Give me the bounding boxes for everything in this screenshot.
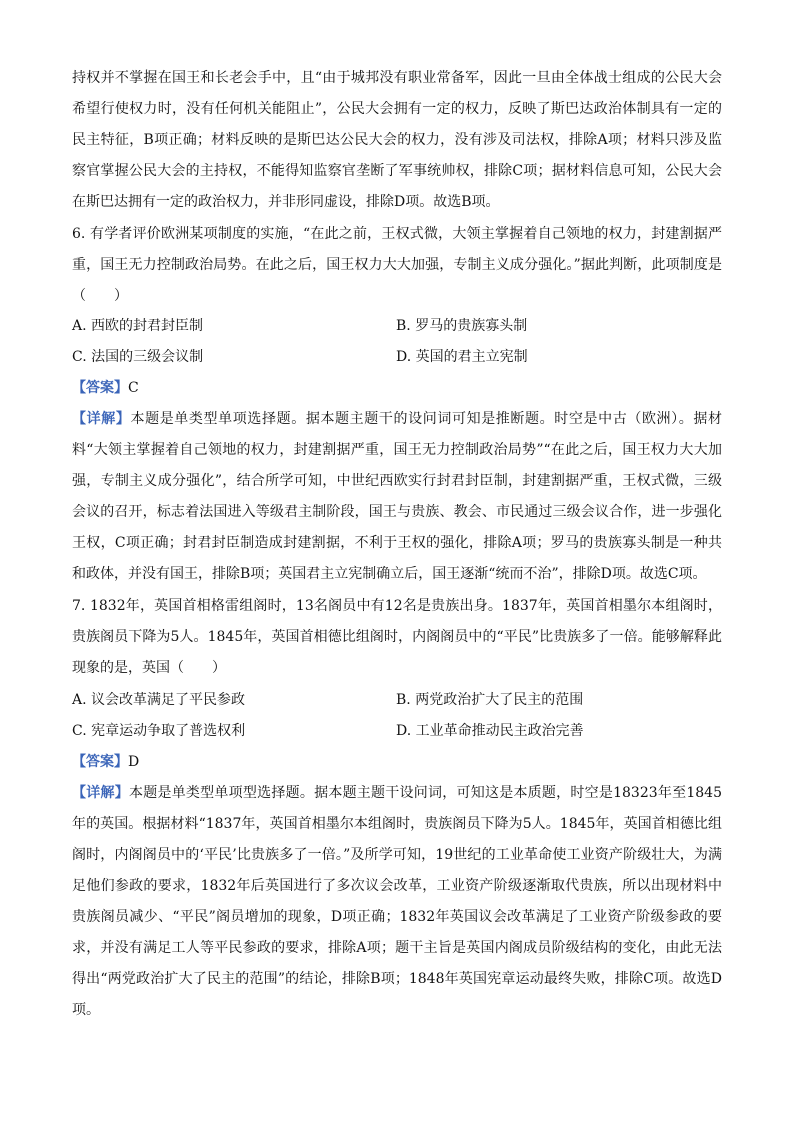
q6-option-b: B. 罗马的贵族寡头制 — [396, 318, 528, 334]
q6-option-d: D. 英国的君主立宪制 — [396, 349, 528, 365]
question-7-stem: 7. 1832年，英国首相格雷组阁时，13名阁员中有12名是贵族出身。1837年，英国首相墨尔本组阁时，贵族阁员下降为5人。1845年，英国首相德比组阁时，内阁阁员中的“平民”比贵族多了一倍。能够解释此现象的是，英国（ ） — [72, 598, 722, 676]
detail-text: 本题是单类型单项型选择题。据本题主题干设问词，可知这是本质题，时空是18323年至1845年的英国。根据材料“1837年，英国首相墨尔本组阁时，贵族阁员下降为5人。1845年，英国首相德比组阁时，内阁阁员中的‘平民’比贵族多了一倍。”及所学可知，19世纪的工业革命使工业资产阶级壮大，为满足他们参政的要求，1832年后英国进行了多次议会改革，工业资产阶级逐渐取代贵族，所以出现材料中贵族阁员减少、“平民”阁员增加的现象，D项正确；1832年英国议会改革满足了工业资产阶级参政的要求，并没有满足工人等平民参政的要求，排除A项；题干主旨是英国内阁成员阶级结构的变化，由此无法得出“两党政治扩大了民主的范围”的结论，排除B项；1848年英国宪章运动最终失败，排除C项。故选D项。 — [72, 785, 723, 1018]
q7-detail — [72, 778, 722, 1026]
q7-option-d: D. 工业革命推动民主政治完善 — [396, 723, 584, 739]
q7-option-c: C. 宪章运动争取了普选权利 — [72, 723, 246, 739]
question-6-stem: 6. 有学者评价欧洲某项制度的实施，“在此之前，王权式微，大领主掌握着自己领地的权力，封建割据严重，国王无力控制政治局势。在此之后，国王权力大大加强，专制主义成分强化。”据此判断，此项制度是（ ） — [72, 226, 722, 304]
q7-option-a: A. 议会改革满足了平民参政 — [72, 692, 246, 708]
q6-option-c: C. 法国的三级会议制 — [72, 349, 204, 365]
answer-value: C — [128, 380, 139, 396]
q7-answer — [72, 752, 139, 772]
answer-label: 【答案】 — [72, 380, 128, 396]
q7-option-b: B. 两党政治扩大了民主的范围 — [396, 692, 584, 708]
detail-label: 【详解】 — [72, 411, 131, 427]
detail-text: 本题是单类型单项选择题。据本题主题干的设问词可知是推断题。时空是中古（欧洲）。据材料“大领主掌握着自己领地的权力，封建割据严重，国王无力控制政治局势”“在此之后，国王权力大大加强，专制主义成分强化”，结合所学可知，中世纪西欧实行封君封臣制，封建割据严重，王权式微，三级会议的召开，标志着法国进入等级君主制阶段，国王与贵族、教会、市民通过三级会议合作，进一步强化王权，C项正确；封君封臣制造成封建割据，不利于王权的强化，排除A项；罗马的贵族寡头制是一种共和政体，并没有国王，排除B项；英国君主立宪制确立后，国王逐渐“统而不治”，排除D项。故选C项。 — [72, 411, 723, 582]
answer-value: D — [128, 754, 140, 770]
q6-option-a: A. 西欧的封君封臣制 — [72, 318, 204, 334]
q6-detail — [72, 404, 722, 590]
q6-answer — [72, 378, 139, 398]
answer-label: 【答案】 — [72, 754, 128, 770]
q5-explanation-continued: 持权并不掌握在国王和长老会手中，且“由于城邦没有职业常备军，因此一旦由全体战士组成的公民大会希望行使权力时，没有任何机关能阻止”，公民大会拥有一定的权力，反映了斯巴达政治体制具有一定的民主特征，B项正确；材料反映的是斯巴达公民大会的权力，没有涉及司法权，排除A项；材料只涉及监察官掌握公民大会的主持权，不能得知监察官垄断了军事统帅权，排除C项；据材料信息可知，公民大会在斯巴达拥有一定的政治权力，并非形同虚设，排除D项。故选B项。 — [72, 70, 722, 210]
detail-label: 【详解】 — [72, 785, 129, 801]
